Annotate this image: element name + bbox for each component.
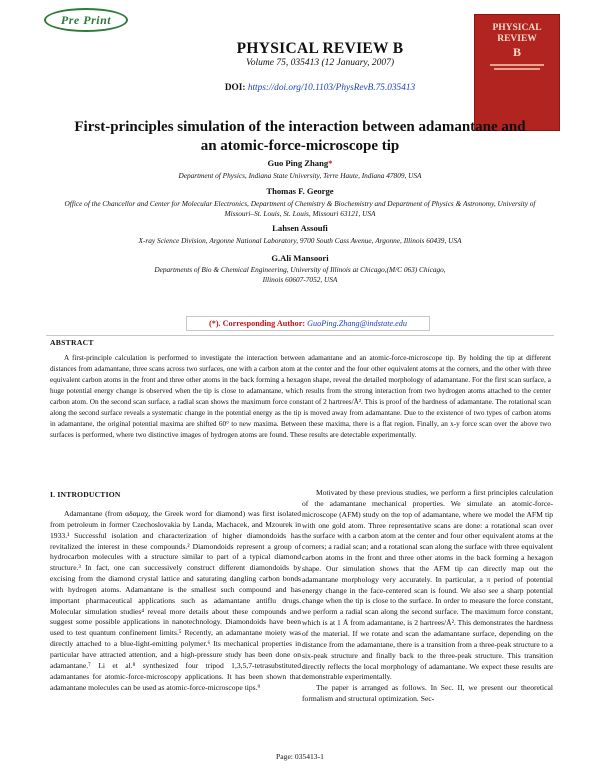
outline-paragraph: The paper is arranged as follows. In Sec. II, we present our theoretical formalism and structural optimization. Sec-	[302, 683, 553, 704]
logo-text: Pre Print	[60, 12, 112, 27]
author-affiliation: Departments of Bio & Chemical Engineering, University of Illinois at Chicago,(M/C 063) Chicago, Illinois 60607-7052, USA	[154, 265, 446, 284]
cover-decoration	[490, 64, 544, 66]
title-line-2: an atomic-force-microscope tip	[200, 138, 400, 154]
doi-line	[200, 83, 440, 93]
corresponding-label: (*). Corresponding Author:	[209, 319, 306, 328]
author-name: Guo Ping Zhang*	[267, 158, 333, 168]
corresponding-author-box	[186, 316, 430, 331]
motivation-paragraph: Motivated by these previous studies, we perform a first principles calculation of the adamantane mechanical properties. We simulate an atomic-force-microscope (AFM) study on the top of adamantane, where we model the AFM tip with one gold atom. Three representative scans are done: a rotational scan over the surface with a carbon atom at the center and four other equivalent atoms at the corners; a radial scan; and a rotational scan along the surface with three equivalent carbon atoms in the front and three other atoms in the back forming a hexagon shape. Our simulation shows that the AFM tip can directly map out the adamantane morphology very accurately. In particular, a π period of potential energy change in the face-centered scan is found. We also see a sharp potential change when the tip is close to the surface. In order to measure the force constant, we perform a radial scan along the second surface. The maximum force constant, which is at 1 Å from adamantane, is 2 hartrees/Å². This demonstrates the hardness of the material. If we rotate and scan the adamantane surface, depending on the distance from the adamantane, there is a transition from a three-peak structure to a six-peak structure and finally back to the three-peak structure. This transition directly reflects the local morphology of adamantane. We expect these results are demonstrable experimentally.	[302, 488, 553, 682]
preprint-logo	[44, 8, 128, 32]
author-name: Lahsen Assoufi	[272, 223, 328, 233]
cover-title-line2: REVIEW	[497, 34, 537, 44]
body-column-left	[50, 509, 301, 693]
intro-paragraph: Adamantane (from αδαμαχ, the Greek word for diamond) was first isolated from petroleum in former Czechoslovakia by Landa, Machacek, and Mzourek in 1933.¹ Successful isolation and characterization of higher diamondoids has revitalized the interest in these compounds.² Diamondoids represent a group of hydrocarbon molecules with a structure similar to part of a typical diamond structure.³ In fact, one can successively construct different diamondoids by excising from the diamond crystal lattice and saturating dangling carbon bonds with hydrogen atoms. Adamantane is the smallest such compound and has important pharmaceutical applications such as adamantane antiflu drugs. Molecular simulation studies⁴ reveal more details about these compounds and suggest some possible applications in nanotechnology. Diamondoids have been used to test quantum confinement limits.⁵ Recently, an adamantane moiety was directly attached to a blue-light-emitting polymer.⁶ Its mechanical properties in particular have attracted attention, and a high-pressure study has been done on adamantane.⁷ Li et al.⁸ synthesized four tripod 1,3,5,7-tetrasubstituted adamantanes for atomic-force-microscopy applications. It has been shown that adamantane molecules can be used as atomic-force-microscope tips.⁹	[50, 509, 301, 692]
author-affiliation: Department of Physics, Indiana State University, Terre Haute, Indiana 47809, USA	[178, 171, 422, 180]
abstract-heading: ABSTRACT	[50, 338, 94, 347]
journal-cover-image	[474, 14, 560, 131]
page-number: Page: 035413-1	[276, 752, 324, 761]
corresponding-marker: *	[328, 158, 333, 168]
cover-decoration	[494, 68, 540, 70]
author-name: Thomas F. George	[266, 186, 334, 196]
body-column-right	[302, 488, 553, 705]
cover-title-line1: PHYSICAL	[492, 23, 542, 33]
cover-title-line3: B	[512, 45, 521, 59]
section-heading: I. INTRODUCTION	[50, 490, 121, 499]
volume-line: Volume 75, 035413 (12 January, 2007)	[245, 58, 395, 68]
corresponding-email-link[interactable]: GuoPing.Zhang@indstate.edu	[307, 319, 407, 328]
abstract-text: A first-principle calculation is performed to investigate the interaction between adamantane and an atomic-force-microscope tip. By holding the tip at different distances from adamantane, three scans across two surfaces, one with a carbon atom at the center and the four other equivalent atoms at the corners, and the other with three equivalent carbon atoms in the front and three other atoms in the back forming a hexagon shape, reveal the detailed morphology of adamantane. For the first scan surface, a huge potential energy change is observed when the tip is close to adamantane, which results from the strong interaction from two hydrogen atoms attached to the center carbon atom. On the second scan surface, a radial scan shows the maximum force constant of 2 hartrees/Å². This is proof of the hardness of adamantane. The rotational scan along the second surface reveals a systematic change in the potential energy as the tip is moved away from adamantane. Due to the existence of two types of carbon atoms in adamantane, the original potential maxima are shifted 60° to new maxima. Between these maxima, there is a flat region. Finally, an x-y force scan over the above two surfaces is performed, where two distinctive images of hydrogen atoms are found. These results are detectable experimentally.	[50, 354, 551, 439]
paper-title	[40, 118, 560, 156]
title-line-1: First-principles simulation of the interaction between adamantane and	[74, 119, 526, 135]
author-name: G.Ali Mansoori	[271, 253, 329, 263]
journal-name: PHYSICAL REVIEW B	[236, 40, 404, 57]
author-affiliation: Office of the Chancellor and Center for Molecular Electronics, Department of Chemistry & Biochemistry and Department of Physics & Astronomy, University of Missouri–St. Louis, St. Louis, Missouri 63121, USA	[64, 199, 536, 218]
doi-link[interactable]: https://doi.org/10.1103/PhysRevB.75.035413	[247, 83, 416, 93]
author-affiliation: X-ray Science Division, Argonne National Laboratory, 9700 South Cass Avenue, Argonne, Illinois 60439, USA	[138, 236, 462, 245]
doi-label: DOI:	[224, 83, 246, 93]
divider	[46, 335, 554, 336]
